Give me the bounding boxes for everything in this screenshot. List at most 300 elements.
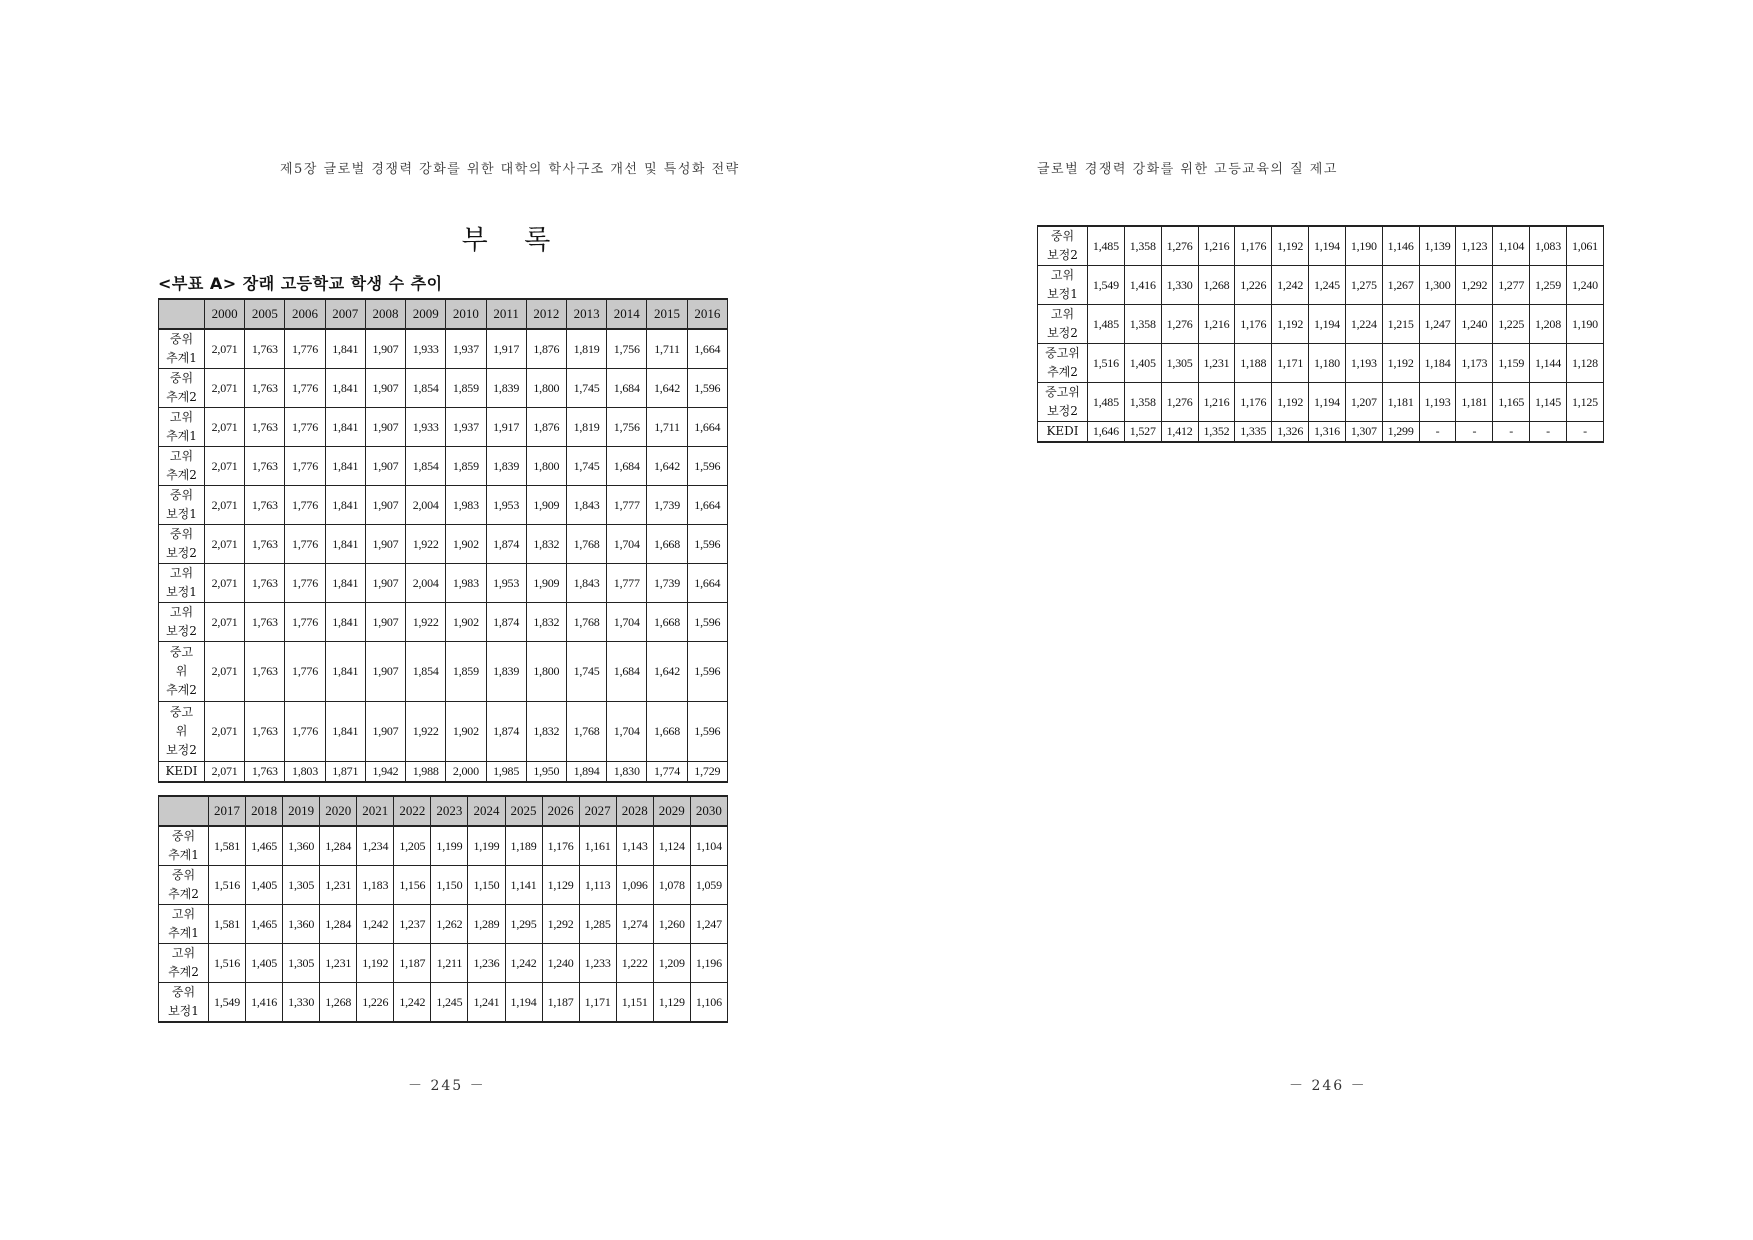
- table-row: [159, 905, 728, 944]
- value-cell: 1,199: [431, 826, 468, 866]
- value-cell: 1,907: [365, 603, 405, 642]
- value-cell: 1,276: [1161, 226, 1198, 266]
- year-header-cell: 2005: [245, 299, 285, 329]
- value-cell: 1,295: [505, 905, 542, 944]
- row-label-cell: 중고위 추계2: [1038, 344, 1088, 383]
- year-header-cell: 2017: [209, 796, 246, 826]
- value-cell: 1,953: [486, 564, 526, 603]
- value-cell: 1,942: [365, 762, 405, 783]
- value-cell: 1,245: [431, 983, 468, 1023]
- value-cell: 1,194: [1309, 383, 1346, 422]
- year-header-cell: 2008: [365, 299, 405, 329]
- value-cell: 1,841: [325, 447, 365, 486]
- value-cell: 1,768: [566, 603, 606, 642]
- value-cell: 1,125: [1566, 383, 1603, 422]
- value-cell: 1,819: [566, 329, 606, 369]
- value-cell: 1,642: [647, 369, 687, 408]
- value-cell: 1,739: [647, 486, 687, 525]
- value-cell: 1,144: [1530, 344, 1567, 383]
- value-cell: 1,841: [325, 642, 365, 702]
- value-cell: 1,646: [1088, 422, 1125, 443]
- value-cell: 1,950: [526, 762, 566, 783]
- value-cell: 1,247: [1419, 305, 1456, 344]
- year-header-cell: 2006: [285, 299, 325, 329]
- value-cell: 1,123: [1456, 226, 1493, 266]
- value-cell: 2,071: [205, 525, 245, 564]
- value-cell: 1,284: [320, 905, 357, 944]
- value-cell: 2,071: [205, 447, 245, 486]
- value-cell: 1,485: [1088, 383, 1125, 422]
- table-row: [159, 983, 728, 1023]
- value-cell: 1,763: [245, 762, 285, 783]
- year-header-cell: 2025: [505, 796, 542, 826]
- table-row: [159, 369, 728, 408]
- year-header-cell: 2016: [687, 299, 727, 329]
- year-header-cell: 2018: [246, 796, 283, 826]
- value-cell: 1,106: [690, 983, 727, 1023]
- value-cell: 1,763: [245, 603, 285, 642]
- value-cell: 1,259: [1530, 266, 1567, 305]
- value-cell: 1,360: [283, 905, 320, 944]
- value-cell: 1,776: [285, 642, 325, 702]
- value-cell: 1,800: [526, 447, 566, 486]
- value-cell: 1,756: [607, 329, 647, 369]
- value-cell: 1,330: [283, 983, 320, 1023]
- value-cell: 1,800: [526, 642, 566, 702]
- value-cell: 1,832: [526, 603, 566, 642]
- value-cell: 1,129: [542, 866, 579, 905]
- table-row: [1038, 422, 1604, 443]
- value-cell: 1,711: [647, 329, 687, 369]
- value-cell: 1,224: [1345, 305, 1382, 344]
- value-cell: 1,596: [687, 702, 727, 762]
- year-header-cell: 2029: [653, 796, 690, 826]
- value-cell: 1,745: [566, 642, 606, 702]
- value-cell: 1,776: [285, 564, 325, 603]
- value-cell: 1,165: [1493, 383, 1530, 422]
- table-header-row: [159, 299, 728, 329]
- value-cell: 1,642: [647, 447, 687, 486]
- row-label-cell: 중고 위 추계2: [159, 642, 205, 702]
- value-cell: 1,859: [446, 447, 486, 486]
- table-row: [159, 944, 728, 983]
- value-cell: 1,113: [579, 866, 616, 905]
- value-cell: 1,854: [406, 642, 446, 702]
- year-header-cell: 2024: [468, 796, 505, 826]
- row-label-cell: 고위 보정2: [1038, 305, 1088, 344]
- table-row: [159, 826, 728, 866]
- table-row: [159, 603, 728, 642]
- year-header-cell: 2014: [607, 299, 647, 329]
- value-cell: 1,061: [1566, 226, 1603, 266]
- table-row: [1038, 305, 1604, 344]
- value-cell: 1,078: [653, 866, 690, 905]
- value-cell: 1,242: [505, 944, 542, 983]
- value-cell: 1,192: [1272, 305, 1309, 344]
- value-cell: -: [1419, 422, 1456, 443]
- value-cell: 1,150: [468, 866, 505, 905]
- value-cell: 1,196: [690, 944, 727, 983]
- value-cell: 1,143: [616, 826, 653, 866]
- value-cell: 1,104: [690, 826, 727, 866]
- value-cell: 1,763: [245, 525, 285, 564]
- value-cell: 1,316: [1309, 422, 1346, 443]
- value-cell: 1,668: [647, 702, 687, 762]
- value-cell: 1,839: [486, 642, 526, 702]
- value-cell: 1,236: [468, 944, 505, 983]
- value-cell: 1,937: [446, 408, 486, 447]
- value-cell: 1,596: [687, 447, 727, 486]
- value-cell: 1,222: [616, 944, 653, 983]
- value-cell: 1,983: [446, 486, 486, 525]
- value-cell: 1,412: [1161, 422, 1198, 443]
- value-cell: 1,240: [1566, 266, 1603, 305]
- value-cell: 1,181: [1456, 383, 1493, 422]
- value-cell: 1,326: [1272, 422, 1309, 443]
- value-cell: 1,596: [687, 525, 727, 564]
- value-cell: 1,874: [486, 603, 526, 642]
- value-cell: 1,188: [1235, 344, 1272, 383]
- value-cell: 1,173: [1456, 344, 1493, 383]
- value-cell: 1,305: [283, 866, 320, 905]
- row-label-cell: 고위 보정2: [159, 603, 205, 642]
- value-cell: 1,516: [209, 944, 246, 983]
- value-cell: 2,071: [205, 642, 245, 702]
- table-row: [159, 866, 728, 905]
- value-cell: 1,745: [566, 447, 606, 486]
- student-projection-table-2017-2030: [158, 795, 728, 1023]
- value-cell: 1,839: [486, 447, 526, 486]
- table-row: [1038, 226, 1604, 266]
- value-cell: 1,841: [325, 408, 365, 447]
- value-cell: 1,832: [526, 525, 566, 564]
- value-cell: 1,300: [1419, 266, 1456, 305]
- page-number: － 245 －: [408, 1078, 486, 1094]
- value-cell: 1,985: [486, 762, 526, 783]
- year-header-cell: 2007: [325, 299, 365, 329]
- year-header-cell: 2013: [566, 299, 606, 329]
- value-cell: 1,907: [365, 369, 405, 408]
- year-header-cell: 2028: [616, 796, 653, 826]
- value-cell: 1,176: [1235, 383, 1272, 422]
- value-cell: 1,176: [542, 826, 579, 866]
- value-cell: 1,596: [687, 603, 727, 642]
- value-cell: 1,274: [616, 905, 653, 944]
- value-cell: 1,305: [283, 944, 320, 983]
- value-cell: 1,245: [1309, 266, 1346, 305]
- value-cell: 2,000: [446, 762, 486, 783]
- student-projection-table-continued: [1037, 225, 1604, 443]
- value-cell: 1,242: [357, 905, 394, 944]
- value-cell: 1,141: [505, 866, 542, 905]
- value-cell: 1,776: [285, 329, 325, 369]
- value-cell: 1,192: [357, 944, 394, 983]
- value-cell: 1,763: [245, 564, 285, 603]
- value-cell: 1,187: [542, 983, 579, 1023]
- value-cell: 1,516: [209, 866, 246, 905]
- table-row: [159, 564, 728, 603]
- value-cell: 1,763: [245, 642, 285, 702]
- value-cell: 1,664: [687, 564, 727, 603]
- value-cell: 2,004: [406, 486, 446, 525]
- row-label-cell: 중위 보정1: [159, 983, 209, 1023]
- value-cell: 1,902: [446, 603, 486, 642]
- value-cell: 2,071: [205, 369, 245, 408]
- value-cell: 2,071: [205, 408, 245, 447]
- value-cell: 1,803: [285, 762, 325, 783]
- value-cell: 1,268: [320, 983, 357, 1023]
- value-cell: 1,231: [320, 866, 357, 905]
- value-cell: 1,777: [607, 564, 647, 603]
- value-cell: 1,225: [1493, 305, 1530, 344]
- value-cell: 1,209: [653, 944, 690, 983]
- value-cell: 1,876: [526, 408, 566, 447]
- page-number: － 246 －: [1289, 1078, 1367, 1094]
- value-cell: 2,071: [205, 564, 245, 603]
- value-cell: 1,231: [320, 944, 357, 983]
- value-cell: 1,907: [365, 525, 405, 564]
- value-cell: 1,193: [1345, 344, 1382, 383]
- value-cell: -: [1493, 422, 1530, 443]
- value-cell: 1,776: [285, 603, 325, 642]
- value-cell: 1,268: [1198, 266, 1235, 305]
- value-cell: 1,215: [1382, 305, 1419, 344]
- value-cell: 1,059: [690, 866, 727, 905]
- value-cell: 1,596: [687, 369, 727, 408]
- value-cell: 1,841: [325, 329, 365, 369]
- value-cell: 1,181: [1382, 383, 1419, 422]
- value-cell: 1,405: [246, 866, 283, 905]
- value-cell: 1,176: [1235, 226, 1272, 266]
- value-cell: 1,729: [687, 762, 727, 783]
- year-header-cell: 2012: [526, 299, 566, 329]
- table-row: [159, 702, 728, 762]
- value-cell: 1,739: [647, 564, 687, 603]
- value-cell: 1,305: [1161, 344, 1198, 383]
- value-cell: 1,241: [468, 983, 505, 1023]
- row-label-cell: 고위 추계2: [159, 944, 209, 983]
- value-cell: 1,841: [325, 564, 365, 603]
- value-cell: 1,194: [1309, 226, 1346, 266]
- value-cell: 1,756: [607, 408, 647, 447]
- value-cell: 1,190: [1345, 226, 1382, 266]
- value-cell: 1,199: [468, 826, 505, 866]
- value-cell: 1,180: [1309, 344, 1346, 383]
- value-cell: 1,684: [607, 447, 647, 486]
- value-cell: 2,004: [406, 564, 446, 603]
- value-cell: 1,211: [431, 944, 468, 983]
- value-cell: 1,260: [653, 905, 690, 944]
- value-cell: 1,841: [325, 486, 365, 525]
- year-header-cell: 2019: [283, 796, 320, 826]
- value-cell: 1,358: [1124, 305, 1161, 344]
- value-cell: 1,763: [245, 702, 285, 762]
- value-cell: 1,830: [607, 762, 647, 783]
- value-cell: 1,763: [245, 486, 285, 525]
- table-row: [159, 447, 728, 486]
- value-cell: 1,516: [1088, 344, 1125, 383]
- value-cell: 1,171: [579, 983, 616, 1023]
- value-cell: 1,193: [1419, 383, 1456, 422]
- value-cell: 1,129: [653, 983, 690, 1023]
- value-cell: 1,159: [1493, 344, 1530, 383]
- row-label-cell: 중위 보정2: [159, 525, 205, 564]
- value-cell: 1,139: [1419, 226, 1456, 266]
- value-cell: 1,352: [1198, 422, 1235, 443]
- value-cell: 1,668: [647, 603, 687, 642]
- value-cell: 1,776: [285, 447, 325, 486]
- value-cell: 1,176: [1235, 305, 1272, 344]
- value-cell: 1,907: [365, 486, 405, 525]
- value-cell: 1,894: [566, 762, 606, 783]
- value-cell: 1,953: [486, 486, 526, 525]
- value-cell: 1,776: [285, 408, 325, 447]
- value-cell: 1,664: [687, 408, 727, 447]
- appendix-title: 부 록: [461, 225, 565, 256]
- table-title: <부표 A> 장래 고등학교 학생 수 추이: [158, 274, 443, 293]
- value-cell: 1,292: [1456, 266, 1493, 305]
- value-cell: 1,841: [325, 702, 365, 762]
- value-cell: 1,192: [1272, 226, 1309, 266]
- value-cell: 1,871: [325, 762, 365, 783]
- student-projection-table-2000-2016: [158, 298, 728, 783]
- value-cell: 1,208: [1530, 305, 1567, 344]
- row-label-cell: 중위 추계2: [159, 369, 205, 408]
- value-cell: 1,983: [446, 564, 486, 603]
- value-cell: 1,800: [526, 369, 566, 408]
- row-label-cell: 고위 추계1: [159, 408, 205, 447]
- value-cell: 1,596: [687, 642, 727, 702]
- value-cell: 1,231: [1198, 344, 1235, 383]
- row-label-cell: KEDI: [159, 762, 205, 783]
- value-cell: 1,774: [647, 762, 687, 783]
- value-cell: 1,289: [468, 905, 505, 944]
- value-cell: 1,907: [365, 564, 405, 603]
- value-cell: 1,194: [505, 983, 542, 1023]
- value-cell: -: [1566, 422, 1603, 443]
- value-cell: 1,549: [209, 983, 246, 1023]
- row-label-cell: 중위 보정2: [1038, 226, 1088, 266]
- value-cell: 1,233: [579, 944, 616, 983]
- table-row: [159, 762, 728, 783]
- table-row: [159, 642, 728, 702]
- value-cell: 1,704: [607, 702, 647, 762]
- year-header-cell: 2020: [320, 796, 357, 826]
- value-cell: 1,859: [446, 369, 486, 408]
- row-label-cell: 중위 추계1: [159, 329, 205, 369]
- year-header-cell: 2027: [579, 796, 616, 826]
- value-cell: 1,859: [446, 642, 486, 702]
- year-header-cell: 2011: [486, 299, 526, 329]
- value-cell: 1,192: [1382, 344, 1419, 383]
- value-cell: 2,071: [205, 486, 245, 525]
- row-label-cell: 고위 추계2: [159, 447, 205, 486]
- value-cell: 1,150: [431, 866, 468, 905]
- value-cell: 1,284: [320, 826, 357, 866]
- value-cell: 1,277: [1493, 266, 1530, 305]
- value-cell: 1,207: [1345, 383, 1382, 422]
- value-cell: 2,071: [205, 702, 245, 762]
- header-corner-cell: [159, 299, 205, 329]
- value-cell: 1,096: [616, 866, 653, 905]
- value-cell: 1,184: [1419, 344, 1456, 383]
- value-cell: 1,360: [283, 826, 320, 866]
- value-cell: 1,234: [357, 826, 394, 866]
- value-cell: 1,909: [526, 486, 566, 525]
- value-cell: 1,874: [486, 702, 526, 762]
- row-label-cell: 중고위 보정2: [1038, 383, 1088, 422]
- value-cell: 1,777: [607, 486, 647, 525]
- value-cell: 1,668: [647, 525, 687, 564]
- value-cell: 1,874: [486, 525, 526, 564]
- row-label-cell: 고위 보정1: [159, 564, 205, 603]
- value-cell: 2,071: [205, 603, 245, 642]
- value-cell: 1,922: [406, 525, 446, 564]
- value-cell: 1,187: [394, 944, 431, 983]
- value-cell: 2,071: [205, 329, 245, 369]
- year-header-cell: 2009: [406, 299, 446, 329]
- value-cell: 1,247: [690, 905, 727, 944]
- row-label-cell: 중위 추계2: [159, 866, 209, 905]
- value-cell: 1,151: [616, 983, 653, 1023]
- value-cell: 1,405: [246, 944, 283, 983]
- value-cell: 1,276: [1161, 383, 1198, 422]
- value-cell: 1,917: [486, 408, 526, 447]
- value-cell: 1,876: [526, 329, 566, 369]
- row-label-cell: 고위 추계1: [159, 905, 209, 944]
- value-cell: 1,937: [446, 329, 486, 369]
- table-row: [1038, 266, 1604, 305]
- value-cell: 1,128: [1566, 344, 1603, 383]
- value-cell: 1,485: [1088, 226, 1125, 266]
- row-label-cell: KEDI: [1038, 422, 1088, 443]
- year-header-cell: 2022: [394, 796, 431, 826]
- value-cell: 2,071: [205, 762, 245, 783]
- value-cell: 1,083: [1530, 226, 1567, 266]
- value-cell: 1,240: [542, 944, 579, 983]
- value-cell: 1,763: [245, 329, 285, 369]
- value-cell: 1,104: [1493, 226, 1530, 266]
- value-cell: 1,839: [486, 369, 526, 408]
- table-row: [159, 329, 728, 369]
- value-cell: 1,242: [394, 983, 431, 1023]
- value-cell: 1,832: [526, 702, 566, 762]
- value-cell: 1,226: [357, 983, 394, 1023]
- year-header-cell: 2000: [205, 299, 245, 329]
- value-cell: 1,745: [566, 369, 606, 408]
- value-cell: 1,124: [653, 826, 690, 866]
- value-cell: 1,183: [357, 866, 394, 905]
- value-cell: 1,988: [406, 762, 446, 783]
- value-cell: 1,205: [394, 826, 431, 866]
- row-label-cell: 중위 보정1: [159, 486, 205, 525]
- value-cell: 1,240: [1456, 305, 1493, 344]
- table-row: [159, 486, 728, 525]
- value-cell: 1,299: [1382, 422, 1419, 443]
- value-cell: 1,684: [607, 642, 647, 702]
- value-cell: 1,933: [406, 408, 446, 447]
- value-cell: 1,237: [394, 905, 431, 944]
- value-cell: 1,189: [505, 826, 542, 866]
- value-cell: 1,335: [1235, 422, 1272, 443]
- value-cell: 1,843: [566, 564, 606, 603]
- value-cell: 1,711: [647, 408, 687, 447]
- value-cell: 1,907: [365, 447, 405, 486]
- year-header-cell: 2026: [542, 796, 579, 826]
- value-cell: 1,194: [1309, 305, 1346, 344]
- row-label-cell: 고위 보정1: [1038, 266, 1088, 305]
- value-cell: 1,642: [647, 642, 687, 702]
